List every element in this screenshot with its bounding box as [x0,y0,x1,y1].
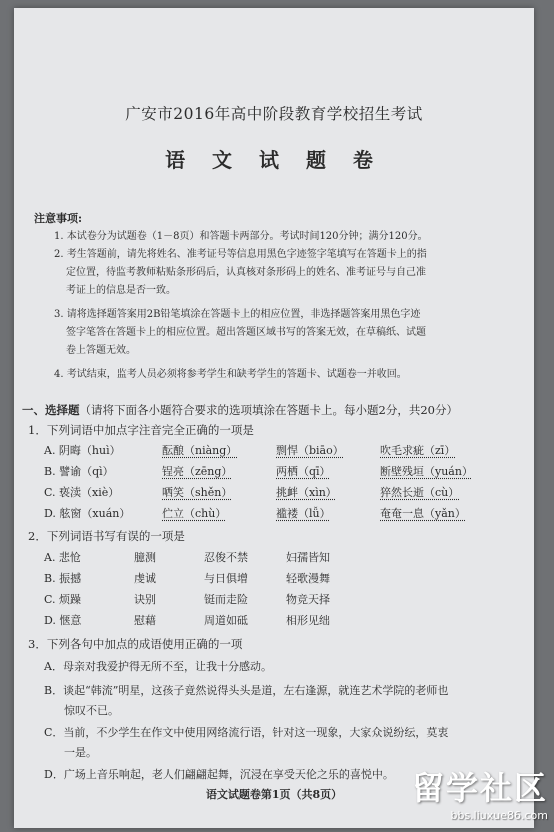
page-footer: 语文试题卷第1页（共8页） [205,788,343,801]
q2-option-a: A. 悲怆 [44,551,81,564]
note-line: 定位置，待监考教师粘贴条形码后，认真核对条形码上的姓名、准考证号与自己准 [66,267,426,278]
q2-option-d-word3: 周道如砥 [204,614,248,627]
q2-option-b-word3: 与日俱增 [204,572,248,585]
q2-option-c-word4: 物竞天择 [286,593,330,606]
note-line: 3. 请将选择题答案用2B铅笔填涂在答题卡上的相应位置，非选择题答案用黑色字迹 [54,309,421,320]
note-line: 卷上答题无效。 [66,345,136,356]
note-line: 4. 考试结束，监考人员必须将参考学生和缺考学生的答题卡、试题卷一并收回。 [54,369,407,380]
notes-heading: 注意事项: [34,212,83,225]
paper-subtitle: 语 文 试 题 卷 [165,148,383,172]
q1-option-b-word4: 断壁残垣（yuán） [380,465,473,478]
section-instruction: （请将下面各小题符合要求的选项填涂在答题卡上。每小题2分，共20分） [79,403,458,417]
q3-option-d: D．广场上音乐响起，老人们翩翩起舞，沉浸在享受天伦之乐的喜悦中。 [44,768,394,781]
q1-option-d-word4: 奄奄一息（yǎn） [380,507,466,520]
q3-option-a: A．母亲对我爱护得无所不至，让我十分感动。 [44,660,272,673]
q2-option-c: C. 烦躁 [44,593,82,606]
q1-option-b-word3: 两栖（qī） [276,465,331,478]
q3-option-c-cont: 一是。 [64,746,97,759]
q1-option-c: C. 亵渎（xiè） [44,486,120,499]
q2-option-d-word4: 相形见绌 [286,614,330,627]
question-2-stem: 2．下列词语书写有误的一项是 [28,529,185,543]
exam-title: 广安市2016年高中阶段教育学校招生考试 [125,105,423,123]
q1-option-c-word3: 挑衅（xìn） [276,486,337,499]
q1-option-a-word3: 剽悍（biāo） [276,444,344,457]
watermark-logo: 留学社区 [411,769,548,807]
q3-option-c: C．当前，不少学生在作文中使用网络流行语，针对这一现象，大家众说纷纭，莫衷 [44,726,449,739]
q1-option-d-word2: 伫立（chù） [162,507,227,520]
note-line: 1. 本试卷分为试题卷（1－8页）和答题卡两部分。考试时间120分钟；满分120分。 [54,231,428,242]
q2-option-a-word2: 臆测 [134,551,156,564]
q2-option-b-word4: 轻歌漫舞 [286,572,330,585]
q2-option-b-word2: 虔诚 [134,572,156,585]
exam-paper [14,8,534,828]
q2-option-a-word3: 忍俊不禁 [204,551,248,564]
q2-option-b: B. 振撼 [44,572,82,585]
q2-option-d-word2: 慰藉 [134,614,156,627]
watermark [412,763,548,822]
q1-option-a: A. 阴晦（huì） [44,444,121,457]
q2-option-d: D. 惬意 [44,614,82,627]
note-line: 签字笔答在答题卡上的相应位置。超出答题区域书写的答案无效，在草稿纸、试题 [66,327,426,338]
note-line: 考证上的信息是否一致。 [66,285,176,296]
section-label: 一、选择题 [22,403,80,417]
q1-option-b-word2: 锃亮（zēng） [162,465,233,478]
q3-option-b-cont: 惊叹不已。 [64,704,119,717]
section-heading [22,402,458,418]
q2-option-a-word4: 妇孺皆知 [286,551,330,564]
q1-option-c-word4: 猝然长逝（cù） [380,486,460,499]
question-3-stem: 3．下列各句中加点的成语使用正确的一项 [28,637,243,651]
q1-option-b: B. 譬谕（qì） [44,465,114,478]
q1-option-a-word4: 吹毛求疵（zī） [380,444,456,457]
q1-option-d: D. 舷窗（xuán） [44,507,131,520]
q2-option-c-word2: 诀别 [134,593,156,606]
watermark-url: bbs.liuxue86.com [450,809,548,822]
note-line: 2. 考生答题前，请先将姓名、准考证号等信息用黑色字迹签字笔填写在答题卡上的指 [54,249,427,260]
question-1-stem: 1．下列词语中加点字注音完全正确的一项是 [28,423,254,437]
q1-option-d-word3: 褴褛（lǚ） [276,507,331,520]
q2-option-c-word3: 铤而走险 [204,593,248,606]
q1-option-a-word2: 酝酿（niàng） [162,444,238,457]
q1-option-c-word2: 哂笑（shěn） [162,486,233,499]
q3-option-b: B．谈起“韩流”明星，这孩子竟然说得头头是道，左右逢源，就连艺术学院的老师也 [44,684,449,697]
